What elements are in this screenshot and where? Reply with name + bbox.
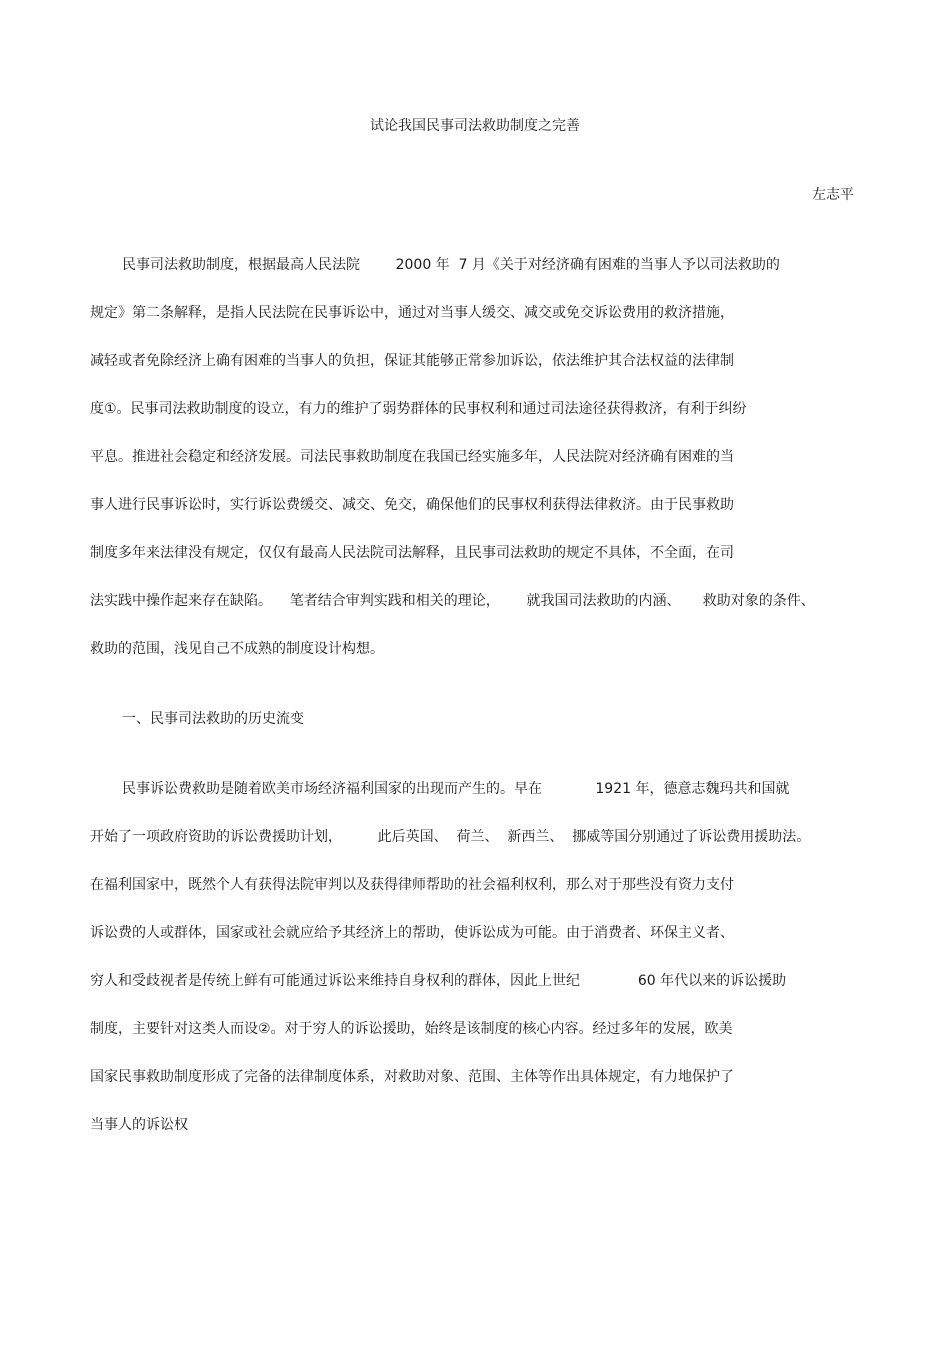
paragraph-2-line-3: 在福利国家中，既然个人有获得法院审判以及获得律师帮助的社会福利权利，那么对于那些没有资力支付 — [90, 877, 734, 893]
document-title: 试论我国民事司法救助制度之完善 — [370, 118, 580, 134]
paragraph-1-line-1: 民事司法救助制度，根据最高人民法院 2000 年 7 月《关于对经济确有困难的当事人予以司法救助的 — [122, 257, 780, 273]
paragraph-2-line-5: 穷人和受歧视者是传统上鲜有可能通过诉讼来维持自身权利的群体，因此上世纪 60 年代以来的诉讼援助 — [90, 973, 787, 989]
paragraph-2-line-8: 当事人的诉讼权 — [90, 1117, 188, 1133]
paragraph-1-line-4: 度①。民事司法救助制度的设立，有力的维护了弱势群体的民事权利和通过司法途径获得救济，有利于纠纷 — [90, 401, 747, 417]
paragraph-2-line-2: 开始了一项政府资助的诉讼费援助计划， 此后英国、 荷兰、 新西兰、 挪威等国分别通过了诉讼费用援助法。 — [90, 829, 811, 845]
paragraph-2-line-4: 诉讼费的人或群体，国家或社会就应给予其经济上的帮助，使诉讼成为可能。由于消费者、环保主义者、 — [90, 925, 734, 941]
paragraph-1-line-5: 平息。推进社会稳定和经济发展。司法民事救助制度在我国已经实施多年，人民法院对经济确有困难的当 — [90, 449, 734, 465]
paragraph-1-line-8: 法实践中操作起来存在缺陷。 笔者结合审判实践和相关的理论， 就我国司法救助的内涵、 救助对象的条件、 — [90, 593, 815, 609]
paragraph-1-line-6: 事人进行民事诉讼时，实行诉讼费缓交、减交、免交，确保他们的民事权利获得法律救济。由于民事救助 — [90, 497, 734, 513]
author-name: 左志平 — [812, 187, 854, 203]
paragraph-2-line-6: 制度，主要针对这类人而设②。对于穷人的诉讼援助，始终是该制度的核心内容。经过多年的发展，欧美 — [90, 1021, 733, 1037]
section-heading: 一、民事司法救助的历史流变 — [122, 711, 304, 727]
paragraph-1-line-9: 救助的范围，浅见自己不成熟的制度设计构想。 — [90, 641, 384, 657]
paragraph-1-line-3: 减轻或者免除经济上确有困难的当事人的负担，保证其能够正常参加诉讼，依法维护其合法权益的法律制 — [90, 353, 734, 369]
paragraph-1-line-7: 制度多年来法律没有规定，仅仅有最高人民法院司法解释，且民事司法救助的规定不具体，不全面，在司 — [90, 545, 734, 561]
paragraph-2-line-1: 民事诉讼费救助是随着欧美市场经济福利国家的出现而产生的。早在 1921 年，德意志魏玛共和国就 — [122, 781, 790, 797]
paragraph-2-line-7: 国家民事救助制度形成了完备的法律制度体系，对救助对象、范围、主体等作出具体规定，有力地保护了 — [90, 1069, 734, 1085]
paragraph-1-line-2: 规定》第二条解释，是指人民法院在民事诉讼中，通过对当事人缓交、减交或免交诉讼费用的救济措施， — [90, 305, 734, 321]
